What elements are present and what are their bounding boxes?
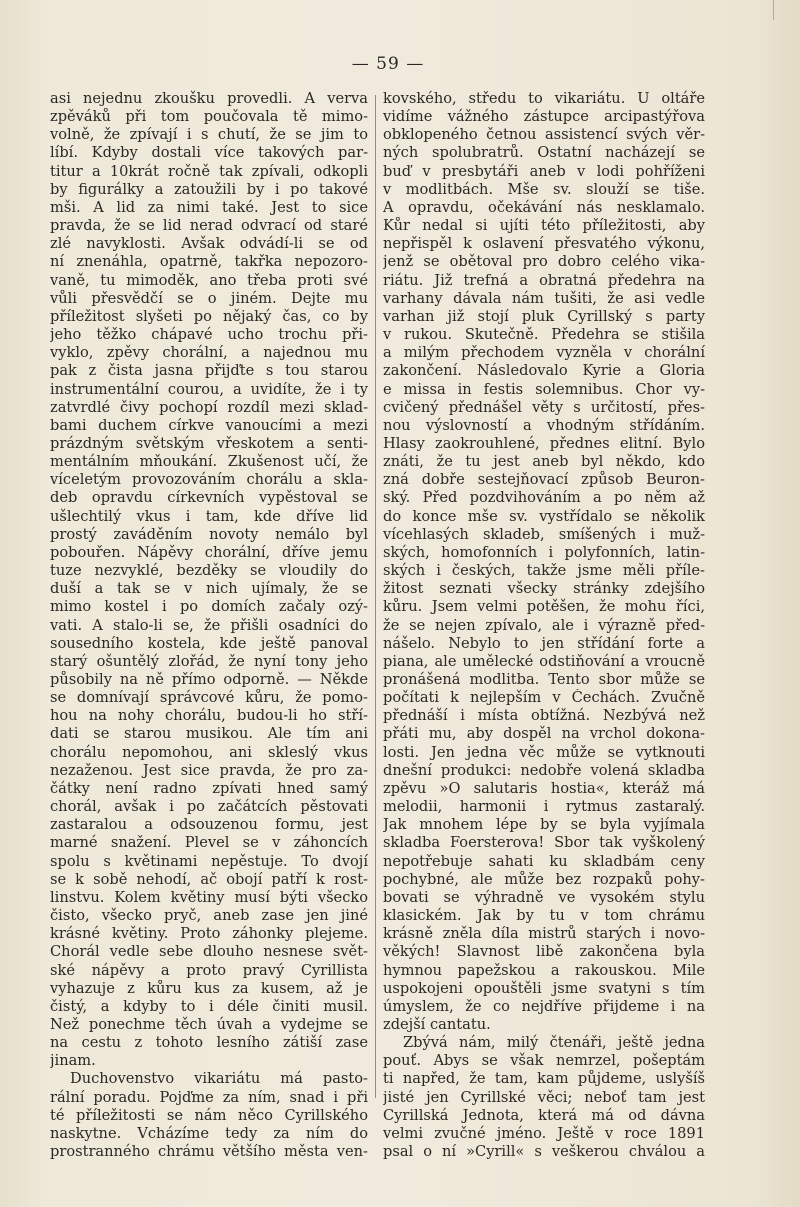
text-line: pochybné, ale může bez rozpaků pohy-: [383, 870, 705, 888]
text-line: hymnou papežskou a rakouskou. Mile: [383, 961, 705, 979]
text-line: losti. Jen jedna věc může se vytknouti: [383, 743, 705, 761]
text-line: instrumentální courou, a uvidíte, že i ty: [50, 380, 368, 398]
text-line: víceletým provozováním chorálu a skla-: [50, 471, 368, 489]
text-line: pobouřen. Nápěvy chorální, dříve jemu: [50, 543, 368, 561]
text-line: přáti mu, aby dospěl na vrchol dokona-: [383, 725, 705, 743]
text-line: titur a 10krát ročně tak zpívali, odkopli: [50, 162, 368, 180]
text-line: psal o ní »Cyrill« s veškerou chválou a: [383, 1143, 705, 1161]
text-line: zpěváků při tom poučovala tě mimo-: [50, 108, 368, 126]
text-line: marné snažení. Plevel se v záhoncích: [50, 834, 368, 852]
text-line: piana, ale umělecké odstiňování a vroucně: [383, 652, 705, 670]
text-line: se k sobě nehodí, ač obojí patří k rost-: [50, 870, 368, 888]
text-line: bami duchem církve vanoucími a mezi: [50, 416, 368, 434]
text-line: Než ponechme těch úvah a vydejme se: [50, 1015, 368, 1033]
text-line: melodii, harmonii i rytmus zastaralý.: [383, 798, 705, 816]
text-line: příležitost slyšeti po nějaký čas, co by: [50, 307, 368, 325]
text-line: pak z čista jasna přijďte s tou starou: [50, 362, 368, 380]
text-line: mši. A lid za nimi také. Jest to sice: [50, 198, 368, 216]
text-line: prostranného chrámu většího města ven-: [50, 1143, 368, 1161]
text-line: se domnívají správcové kůru, že pomo-: [50, 689, 368, 707]
text-line: ti napřed, že tam, kam půjdeme, uslyšíš: [383, 1070, 705, 1088]
text-line: e missa in festis solemnibus. Chor vy-: [383, 380, 705, 398]
text-line: zakončení. Následovalo Kyrie a Gloria: [383, 362, 705, 380]
text-line: mimo kostel i po domích začaly ozý-: [50, 598, 368, 616]
text-line: krásné květiny. Proto záhonky plejeme.: [50, 925, 368, 943]
text-line: volně, že zpívají i s chutí, že se jim to: [50, 126, 368, 144]
text-line: a milým přechodem vyzněla v chorální: [383, 344, 705, 362]
text-line: ušlechtilý vkus i tam, kde dříve lid: [50, 507, 368, 525]
text-line: Hlasy zaokrouhlené, přednes elitní. Bylo: [383, 434, 705, 452]
text-line: do konce mše sv. vystřídalo se několik: [383, 507, 705, 525]
text-line: zatvrdlé čivy pochopí rozdíl mezi sklad-: [50, 398, 368, 416]
text-line: věkých! Slavnost libě zakončena byla: [383, 943, 705, 961]
text-line: hou na nohy chorálu, budou-li ho stří-: [50, 707, 368, 725]
text-line: Jak mnohem lépe by se byla vyjímala: [383, 816, 705, 834]
text-line: asi nejednu zkoušku provedli. A verva: [50, 90, 368, 107]
text-line: prostý zaváděním novoty nemálo byl: [50, 525, 368, 543]
text-line: Cyrillská Jednota, která má od dávna: [383, 1106, 705, 1124]
text-line: rální poradu. Pojďme za ním, snad i při: [50, 1088, 368, 1106]
text-line: žitost seznati všecky stránky zdejšího: [383, 580, 705, 598]
text-line: znáti, že tu jest aneb byl někdo, kdo: [383, 453, 705, 471]
text-line: zlé navyklosti. Avšak odvádí-li se od: [50, 235, 368, 253]
text-line: ský. Před pozdvihováním a po něm až: [383, 489, 705, 507]
text-line: jenž se obětoval pro dobro celého vika-: [383, 253, 705, 271]
text-line: nepotřebuje sahati ku skladbám ceny: [383, 852, 705, 870]
text-line: na cestu z tohoto lesního zátiší zase: [50, 1034, 368, 1052]
text-line: vyklo, zpěvy chorální, a najednou mu: [50, 344, 368, 362]
text-line: přednáší i místa obtížná. Nezbývá než: [383, 707, 705, 725]
text-line: prázdným světským vřeskotem a senti-: [50, 434, 368, 452]
text-line: sousedního kostela, kde ještě panoval: [50, 634, 368, 652]
text-line: Zbývá nám, milý čtenáři, ještě jedna: [403, 1034, 705, 1052]
text-line: obklopeného četnou assistencí svých věr-: [383, 126, 705, 144]
text-line: buď v presbytáři aneb v lodi pohříženi: [383, 162, 705, 180]
text-line: nezaženou. Jest sice pravda, že pro za-: [50, 761, 368, 779]
text-line: spolu s květinami nepěstuje. To dvojí: [50, 852, 368, 870]
text-line: tuze nezvyklé, bezděky se vloudily do: [50, 562, 368, 580]
text-line: by figurálky a zatoužili by i po takové: [50, 180, 368, 198]
text-line: působily na ně přímo odporně. — Někde: [50, 671, 368, 688]
left-text-column: [50, 90, 368, 1161]
text-line: dati se starou musikou. Ale tím ani: [50, 725, 368, 743]
text-line: bovati se výhradně ve vysokém stylu: [383, 888, 705, 906]
text-line: vidíme vážného zástupce arcipastýřova: [383, 108, 705, 126]
text-line: ských, homofonních i polyfonních, latin-: [383, 543, 705, 561]
text-line: vyhazuje z kůru kus za kusem, až je: [50, 979, 368, 997]
text-line: úmyslem, že co nejdříve přijdeme i na: [383, 997, 705, 1015]
column-divider: [375, 95, 376, 1098]
text-line: cvičený přednášel věty s určitostí, přes-: [383, 398, 705, 416]
text-line: kovského, středu to vikariátu. U oltáře: [383, 90, 705, 107]
text-line: zastaralou a odsouzenou formu, jest: [50, 816, 368, 834]
text-line: chorálu nepomohou, ani skleslý vkus: [50, 743, 368, 761]
text-line: riátu. Již trefná a obratná předehra na: [383, 271, 705, 289]
text-line: zná dobře sestejňovací způsob Beuron-: [383, 471, 705, 489]
text-line: uspokojeni opouštěli jsme svatyni s tím: [383, 979, 705, 997]
text-line: chorál, avšak i po začátcích pěstovati: [50, 798, 368, 816]
text-line: linstvu. Kolem květiny musí býti všecko: [50, 888, 368, 906]
scan-mark: [773, 0, 774, 20]
text-line: naskytne. Vcházíme tedy za ním do: [50, 1124, 368, 1142]
text-line: pronášená modlitba. Tento sbor může se: [383, 671, 705, 688]
text-line: varhany dávala nám tušiti, že asi vedle: [383, 289, 705, 307]
text-line: ných spolubratrů. Ostatní nacházejí se: [383, 144, 705, 162]
text-line: mentálním mňoukání. Zkušenost učí, že: [50, 453, 368, 471]
text-line: nepřispěl k oslavení přesvatého výkonu,: [383, 235, 705, 253]
text-line: skladba Foersterova! Sbor tak vyškolený: [383, 834, 705, 852]
text-line: líbí. Kdyby dostali více takových par-: [50, 144, 368, 162]
text-line: zpěvu »O salutaris hostia«, kteráž má: [383, 779, 705, 797]
text-line: vaně, tu mimoděk, ano třeba proti své: [50, 271, 368, 289]
text-line: počítati k nejlepším v Čechách. Zvučně: [383, 689, 705, 707]
text-line: pravda, že se lid nerad odvrací od staré: [50, 217, 368, 235]
text-line: Kůr nedal si ujíti této příležitosti, aby: [383, 217, 705, 235]
text-line: ských i českých, takže jsme měli příle-: [383, 562, 705, 580]
text-line: Chorál vedle sebe dlouho nesnese svět-: [50, 943, 368, 961]
text-line: velmi zvučné jméno. Ještě v roce 1891: [383, 1124, 705, 1142]
text-line: vati. A stalo-li se, že přišli osadníci do: [50, 616, 368, 634]
text-line: jisté jen Cyrillské věci; neboť tam jest: [383, 1088, 705, 1106]
text-line: nou výslovností a vhodným střídáním.: [383, 416, 705, 434]
text-line: dnešní produkci: nedobře volená skladba: [383, 761, 705, 779]
text-line: kůru. Jsem velmi potěšen, že mohu říci,: [383, 598, 705, 616]
text-line: v modlitbách. Mše sv. slouží se tiše.: [383, 180, 705, 198]
text-line: čistý, a kdyby to i déle činiti musil.: [50, 997, 368, 1015]
text-line: vícehlasých skladeb, smíšených i muž-: [383, 525, 705, 543]
text-line: starý ošuntělý zlořád, že nyní tony jeho: [50, 652, 368, 670]
text-line: vůli přesvědčí se o jiném. Dejte mu: [50, 289, 368, 307]
text-line: klasickém. Jak by tu v tom chrámu: [383, 907, 705, 925]
page-number: — 59 —: [351, 54, 425, 74]
text-line: ské nápěvy a proto pravý Cyrillista: [50, 961, 368, 979]
text-line: v rukou. Skutečně. Předehra se stišila: [383, 326, 705, 344]
text-line: zdejší cantatu.: [383, 1015, 491, 1033]
text-line: Duchovenstvo vikariátu má pasto-: [70, 1070, 368, 1088]
text-line: ní znenáhla, opatrně, takřka nepozoro-: [50, 253, 368, 271]
text-line: duší a tak se v nich ujímaly, že se: [50, 580, 368, 598]
text-line: té příležitosti se nám něco Cyrillského: [50, 1106, 368, 1124]
text-line: čisto, všecko pryč, aneb zase jen jiné: [50, 907, 368, 925]
text-line: pouť. Abys se však nemrzel, pošeptám: [383, 1052, 705, 1070]
text-line: jeho těžko chápavé ucho trochu při-: [50, 326, 368, 344]
text-line: že se nejen zpívalo, ale i výrazně před-: [383, 616, 705, 634]
right-text-column: [383, 90, 705, 1161]
text-line: nášelo. Nebylo to jen střídání forte a: [383, 634, 705, 652]
text-line: varhan již stojí pluk Cyrillský s party: [383, 307, 705, 325]
text-line: A opravdu, očekávání nás nesklamalo.: [383, 198, 705, 216]
text-line: čátky není radno zpívati hned samý: [50, 779, 368, 797]
text-line: krásně zněla díla mistrů starých i novo-: [383, 925, 705, 943]
text-line: jinam.: [50, 1052, 96, 1070]
text-line: deb opravdu církevních vypěstoval se: [50, 489, 368, 507]
